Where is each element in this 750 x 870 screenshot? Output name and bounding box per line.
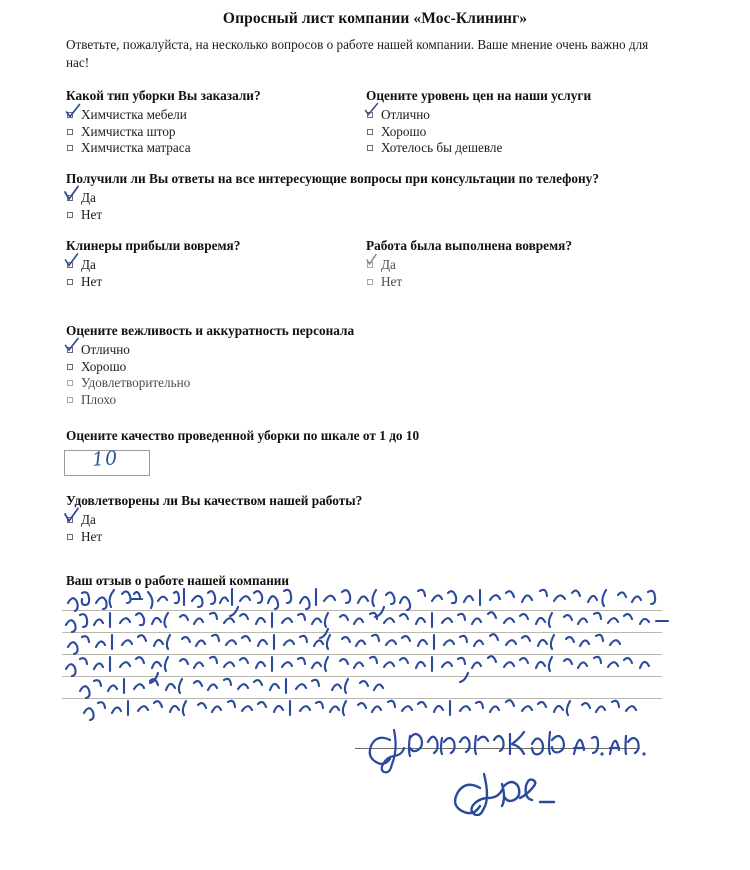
option-label: Химчистка штор	[81, 123, 176, 139]
option-label: Хорошо	[381, 123, 427, 139]
question-phone-consultation	[66, 171, 599, 223]
question-price-level	[366, 88, 591, 157]
option-phone-consultation-0[interactable]	[66, 190, 599, 207]
intro-text: Ответьте, пожалуйста, на несколько вопросов о работе нашей компании. Ваше мнение очень важно для нас!	[66, 37, 649, 71]
option-staff-politeness-2[interactable]	[66, 375, 354, 392]
checkbox-icon	[367, 129, 373, 135]
option-staff-politeness-0[interactable]	[66, 342, 354, 359]
question-quality-scale	[66, 428, 419, 447]
page-title: Опросный лист компании «Мос-Клининг»	[222, 10, 528, 27]
question-title: Клинеры прибыли вовремя?	[66, 238, 241, 253]
option-cleaning-type-1[interactable]	[66, 124, 261, 141]
option-cleaning-type-0[interactable]	[66, 107, 261, 124]
checkbox-icon	[67, 347, 73, 353]
question-title: Работа была выполнена вовремя?	[366, 238, 572, 253]
option-cleaning-type-2[interactable]	[66, 140, 261, 157]
option-label: Удовлетворительно	[81, 375, 191, 390]
signature-line	[355, 748, 640, 749]
option-satisfaction-0[interactable]	[66, 512, 362, 529]
option-price-level-0[interactable]	[366, 107, 591, 124]
feedback-ruled-lines	[62, 588, 662, 712]
question-title: Оцените вежливость и аккуратность персонала	[66, 323, 355, 338]
question-satisfaction	[66, 493, 362, 545]
checkbox-icon	[67, 112, 73, 118]
option-label: Нет	[81, 528, 103, 544]
option-label: Да	[81, 190, 96, 205]
option-label: Хорошо	[81, 358, 127, 374]
option-staff-politeness-3[interactable]	[66, 392, 354, 409]
checkbox-icon	[367, 279, 373, 285]
checkbox-icon	[367, 145, 373, 151]
option-label: Нет	[81, 273, 103, 289]
checkbox-icon	[367, 262, 373, 268]
checkbox-icon	[67, 279, 73, 285]
checkbox-icon	[67, 195, 73, 201]
option-cleaners-on-time-1[interactable]	[66, 274, 240, 291]
option-phone-consultation-1[interactable]	[66, 207, 599, 224]
question-title: Удовлетворены ли Вы качеством нашей работы?	[66, 493, 363, 508]
option-price-level-1[interactable]	[366, 124, 591, 141]
question-title: Получили ли Вы ответы на все интересующие вопросы при консультации по телефону?	[66, 171, 599, 186]
question-title: Какой тип уборки Вы заказали?	[66, 88, 261, 103]
checkbox-icon	[67, 364, 73, 370]
question-cleaners-on-time	[66, 238, 240, 290]
checkbox-icon	[67, 129, 73, 135]
checkbox-icon	[67, 262, 73, 268]
option-satisfaction-1[interactable]	[66, 529, 362, 546]
option-work-on-time-1[interactable]	[366, 274, 572, 291]
option-staff-politeness-1[interactable]	[66, 359, 354, 376]
option-label: Нет	[381, 273, 403, 289]
option-label: Отлично	[81, 342, 130, 357]
question-title: Оцените уровень цен на наши услуги	[366, 88, 592, 103]
option-label: Хотелось бы дешевле	[381, 140, 503, 155]
option-label: Да	[81, 512, 96, 527]
question-cleaning-type	[66, 88, 261, 157]
signature	[352, 706, 652, 816]
signature-name-text	[352, 726, 652, 727]
option-label: Да	[381, 257, 396, 272]
option-cleaners-on-time-0[interactable]	[66, 257, 240, 274]
option-label: Отлично	[381, 107, 430, 122]
option-label: Нет	[81, 206, 103, 222]
checkbox-icon	[367, 112, 373, 118]
option-label: Химчистка матраса	[81, 140, 191, 155]
checkbox-icon	[67, 145, 73, 151]
option-work-on-time-0[interactable]	[366, 257, 572, 274]
checkbox-icon	[67, 397, 73, 403]
quality-rating-value: 10	[91, 447, 119, 471]
checkbox-icon	[67, 380, 73, 386]
checkbox-icon	[67, 212, 73, 218]
question-work-on-time	[366, 238, 572, 290]
option-label: Да	[81, 257, 96, 272]
option-label: Плохо	[81, 391, 117, 407]
feedback-label: Ваш отзыв о работе нашей компании	[66, 573, 289, 588]
question-title: Оцените качество проведенной уборки по шкале от 1 до 10	[66, 428, 420, 443]
checkbox-icon	[67, 517, 73, 523]
option-price-level-2[interactable]	[366, 140, 591, 157]
option-label: Химчистка мебели	[81, 107, 187, 122]
checkbox-icon	[67, 534, 73, 540]
question-staff-politeness	[66, 323, 354, 408]
